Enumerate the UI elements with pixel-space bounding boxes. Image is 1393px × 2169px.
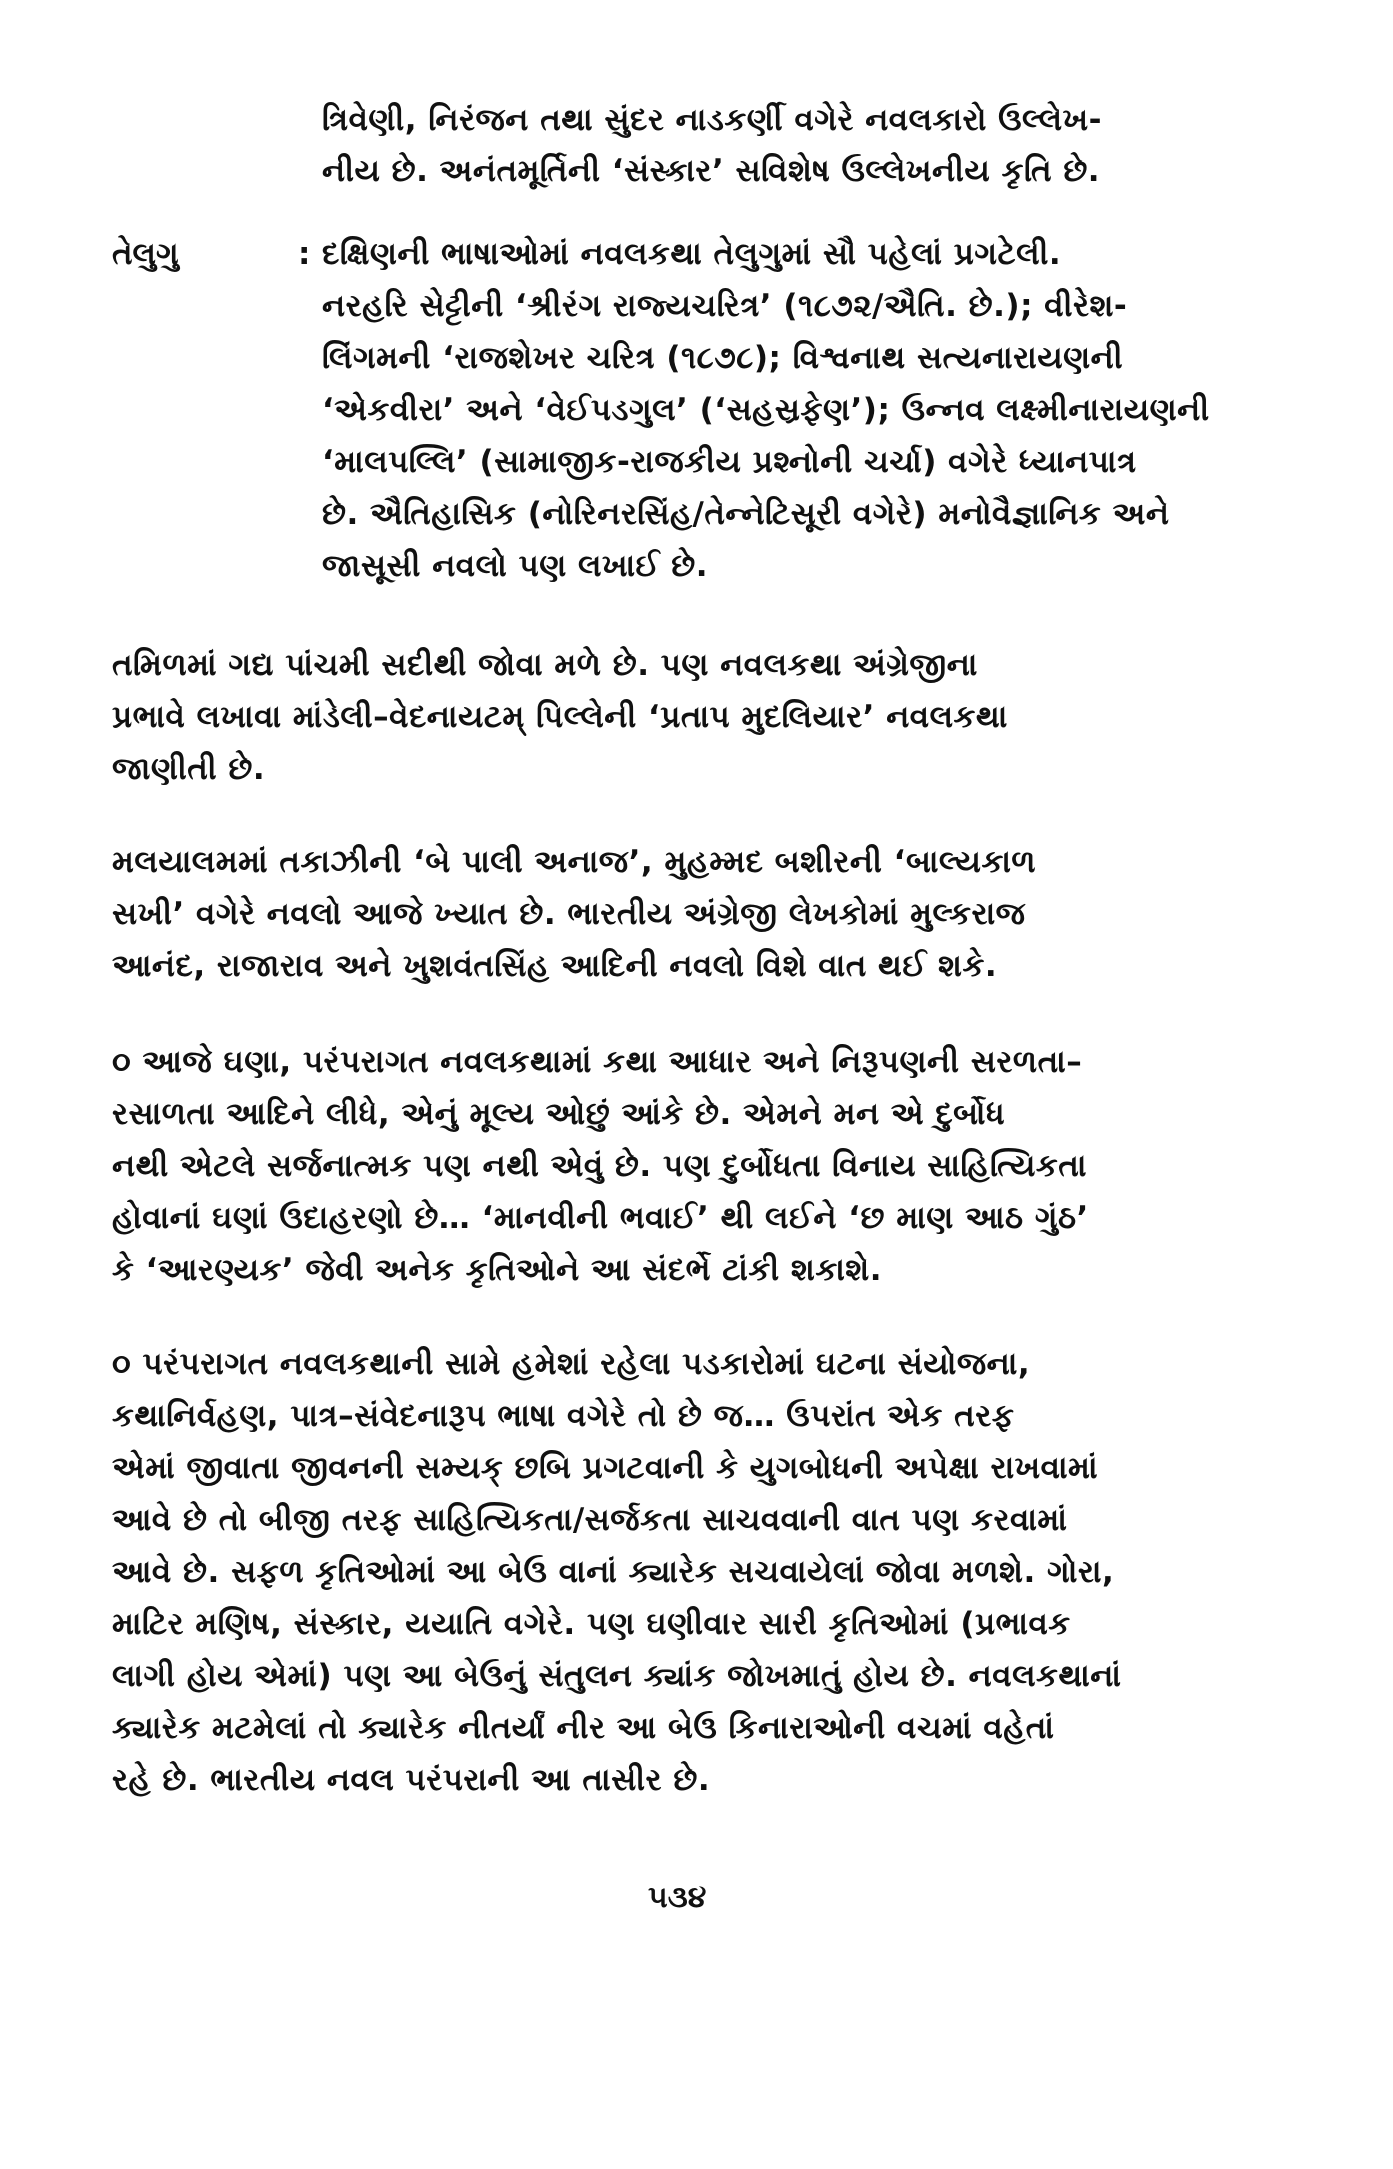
malayalam-line: મલયાલમમાં તકાઝીની ‘બે પાલી અનાજ’, મુહમ્મદ બશીરની ‘બાલ્યકાળ bbox=[112, 844, 1037, 880]
telugu-colon: : bbox=[298, 236, 311, 272]
para2-line: રહે છે. ભારતીય નવલ પરંપરાની આ તાસીર છે. bbox=[112, 1762, 711, 1798]
telugu-line: ‘માલપલ્લિ’ (સામાજીક-રાજકીય પ્રશ્નોની ચર્ચા) વગેરે ધ્યાનપાત્ર bbox=[322, 444, 1137, 480]
page-number: ૫૩૪ bbox=[648, 1880, 707, 1915]
malayalam-line: સખી’ વગેરે નવલો આજે ખ્યાત છે. ભારતીય અંગ્રેજી લેખકોમાં મુલ્કરાજ bbox=[112, 896, 1026, 932]
para2-line: આવે છે તો બીજી તરફ સાહિત્યિકતા/સર્જકતા સાચવવાની વાત પણ કરવામાં bbox=[112, 1502, 1068, 1538]
para2-line: એમાં જીવાતા જીવનની સમ્યક્ છબિ પ્રગટવાની કે યુગબોધની અપેક્ષા રાખવામાં bbox=[112, 1450, 1099, 1486]
telugu-line: છે. ઐતિહાસિક (નોરિનરસિંહ/તેન્નેટિસૂરી વગેરે) મનોવૈજ્ઞાનિક અને bbox=[322, 496, 1170, 532]
intro-line: ત્રિવેણી, નિરંજન તથા સુંદર નાડકર્ણી વગેરે નવલકારો ઉલ્લેખ- bbox=[322, 102, 1102, 138]
para1-line: ૦ આજે ઘણા, પરંપરાગત નવલકથામાં કથા આધાર અને નિરૂપણની સરળતા– bbox=[112, 1044, 1083, 1080]
para1-line: રસાળતા આદિને લીધે, એનું મૂલ્ય ઓછું આંકે છે. એમને મન એ દુર્બોધ bbox=[112, 1096, 1006, 1132]
malayalam-line: આનંદ, રાજારાવ અને ખુશવંતસિંહ આદિની નવલો વિશે વાત થઈ શકે. bbox=[112, 948, 998, 984]
para1-line: નથી એટલે સર્જનાત્મક પણ નથી એવું છે. પણ દુર્બોધતા વિનાય સાહિત્યિકતા bbox=[112, 1148, 1087, 1184]
para2-line: લાગી હોય એમાં) પણ આ બેઉનું સંતુલન ક્યાંક જોખમાતું હોય છે. નવલકથાનાં bbox=[112, 1658, 1122, 1694]
telugu-line: દક્ષિણની ભાષાઓમાં નવલકથા તેલુગુમાં સૌ પહેલાં પ્રગટેલી. bbox=[322, 236, 1062, 272]
para2-line: ૦ પરંપરાગત નવલકથાની સામે હમેશાં રહેલા પડકારોમાં ઘટના સંયોજના, bbox=[112, 1346, 1031, 1382]
tamil-line: તમિળમાં ગદ્ય પાંચમી સદીથી જોવા મળે છે. પણ નવલકથા અંગ્રેજીના bbox=[112, 647, 978, 683]
para2-line: માટિર મણિષ, સંસ્કાર, યયાતિ વગેરે. પણ ઘણીવાર સારી કૃતિઓમાં (પ્રભાવક bbox=[112, 1606, 1071, 1642]
intro-line: નીય છે. અનંતમૂર્તિની ‘સંસ્કાર’ સવિશેષ ઉલ્લેખનીય કૃતિ છે. bbox=[322, 153, 1101, 189]
para2-line: આવે છે. સફળ કૃતિઓમાં આ બેઉ વાનાં ક્યારેક સચવાયેલાં જોવા મળશે. ગોરા, bbox=[112, 1554, 1115, 1590]
para1-line: કે ‘આરણ્યક’ જેવી અનેક કૃતિઓને આ સંદર્ભે ટાંકી શકાશે. bbox=[112, 1252, 882, 1288]
para2-line: કથાનિર્વહણ, પાત્ર–સંવેદનારૂપ ભાષા વગેરે તો છે જ… ઉપરાંત એક તરફ bbox=[112, 1398, 1015, 1434]
tamil-line: જાણીતી છે. bbox=[112, 751, 266, 787]
para2-line: ક્યારેક મટમેલાં તો ક્યારેક નીતર્યાં નીર આ બેઉ કિનારાઓની વચમાં વહેતાં bbox=[112, 1710, 1055, 1746]
telugu-line: લિંગમની ‘રાજશેખર ચરિત્ર (૧૮૭૮); વિશ્વનાથ સત્યનારાયણની bbox=[322, 340, 1124, 376]
para1-line: હોવાનાં ઘણાં ઉદાહરણો છે… ‘માનવીની ભવાઈ’ થી લઈને ‘છ માણ આઠ ગુંઠ’ bbox=[112, 1200, 1089, 1236]
telugu-line: નરહરિ સેટ્ટીની ‘શ્રીરંગ રાજ્યચરિત્ર’ (૧૮૭૨/ઐતિ. છે.); વીરેશ- bbox=[322, 288, 1128, 324]
telugu-line: ‘એકવીરા’ અને ‘વેઈપડગુલ’ (‘સહસ્રફેણ’); ઉન્નવ લક્ષ્મીનારાયણની bbox=[322, 392, 1210, 428]
telugu-label: તેલુગુ bbox=[112, 236, 179, 272]
telugu-line: જાસૂસી નવલો પણ લખાઈ છે. bbox=[322, 548, 709, 584]
tamil-line: પ્રભાવે લખાવા માંડેલી–વેદનાયટમ્ પિલ્લેની ‘પ્રતાપ મુદલિયાર’ નવલકથા bbox=[112, 699, 1008, 735]
